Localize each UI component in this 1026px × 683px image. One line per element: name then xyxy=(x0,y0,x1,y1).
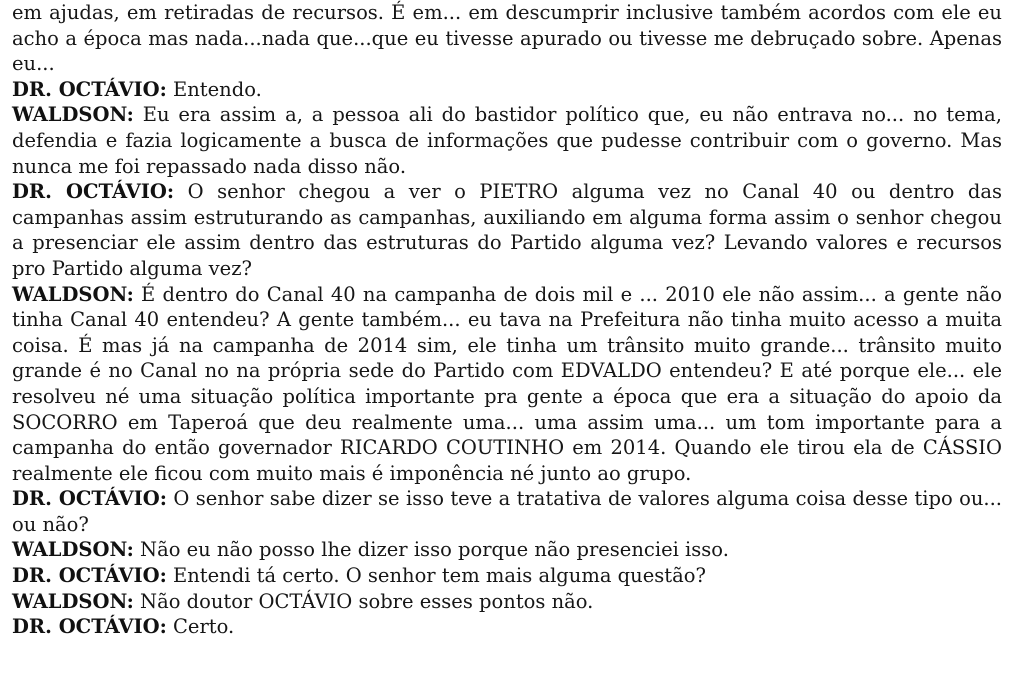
transcript-paragraph xyxy=(12,77,1002,103)
speaker-label: WALDSON: xyxy=(12,282,134,306)
transcript-paragraph xyxy=(12,537,1002,563)
transcript-paragraph xyxy=(12,563,1002,589)
speaker-label: DR. OCTÁVIO: xyxy=(12,487,167,511)
speaker-label: DR. OCTÁVIO: xyxy=(12,615,167,639)
speaker-label: DR. OCTÁVIO: xyxy=(12,77,167,101)
utterance-text: Eu era assim a, a pessoa ali do bastidor político que, eu não entrava no... no tema, defendia e fazia logicamente a busca de informações que pudesse contribuir com o governo. Mas nunca me foi repassado nada disso não. xyxy=(12,103,1002,178)
utterance-text: Entendi tá certo. O senhor tem mais alguma questão? xyxy=(166,564,706,588)
transcript-paragraph xyxy=(12,589,1002,615)
utterance-text: O senhor sabe dizer se isso teve a tratativa de valores alguma coisa desse tipo ou... ou não? xyxy=(12,487,1002,536)
transcript-paragraph xyxy=(12,179,1002,281)
utterance-text: Entendo. xyxy=(166,77,262,101)
utterance-text: Certo. xyxy=(166,615,235,639)
speaker-label: WALDSON: xyxy=(12,538,134,562)
transcript-paragraph xyxy=(12,486,1002,537)
speaker-label: DR. OCTÁVIO: xyxy=(12,564,167,588)
transcript-paragraph xyxy=(12,102,1002,179)
utterance-text: em ajudas, em retiradas de recursos. É em... em descumprir inclusive também acordos com ele eu acho a época mas nada...nada que...que eu tivesse apurado ou tivesse me debruçado sobre. Apenas eu... xyxy=(12,1,1002,76)
transcript-paragraph xyxy=(12,282,1002,487)
utterance-text: O senhor chegou a ver o PIETRO alguma vez no Canal 40 ou dentro das campanhas assim estruturando as campanhas, auxiliando em alguma forma assim o senhor chegou a presenciar ele assim dentro das estruturas do Partido alguma vez? Levando valores e recursos pro Partido alguma vez? xyxy=(12,180,1003,280)
speaker-label: WALDSON: xyxy=(12,589,134,613)
transcript-paragraph xyxy=(12,614,1002,640)
utterance-text: É dentro do Canal 40 na campanha de dois mil e ... 2010 ele não assim... a gente não tinha Canal 40 entendeu? A gente também... eu tava na Prefeitura não tinha muito acesso a muita coisa. É mas já na campanha de 2014 sim, ele tinha um trânsito muito grande... trânsito muito grande é no Canal no na própria sede do Partido com EDVALDO entendeu? E até porque ele... ele resolveu né uma situação política importante pra gente a época que era a situação do apoio da SOCORRO em Taperoá que deu realmente uma... uma assim uma... um tom importante para a campanha do então governador RICARDO COUTINHO em 2014. Quando ele tirou ela de CÁSSIO realmente ele ficou com muito mais é imponência né junto ao grupo. xyxy=(12,282,1002,485)
transcript-paragraph xyxy=(12,0,1002,77)
utterance-text: Não eu não posso lhe dizer isso porque não presenciei isso. xyxy=(133,538,729,562)
speaker-label: DR. OCTÁVIO: xyxy=(12,180,175,204)
transcript-page xyxy=(12,0,1002,640)
utterance-text: Não doutor OCTÁVIO sobre esses pontos não. xyxy=(133,589,594,613)
speaker-label: WALDSON: xyxy=(12,103,134,127)
